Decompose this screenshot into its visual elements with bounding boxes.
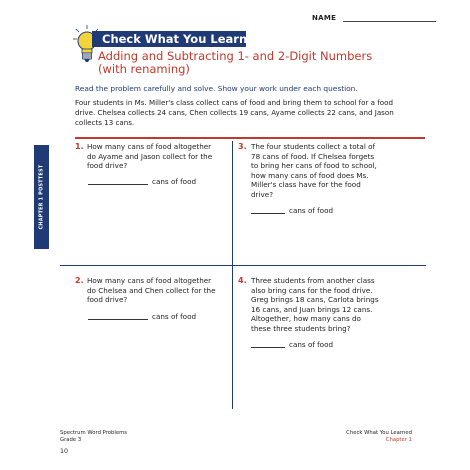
- instructions: Read the problem carefully and solve. Show your work under each question.: [75, 84, 358, 93]
- subtitle-line-1: Adding and Subtracting 1- and 2-Digit Numbers: [98, 49, 373, 63]
- question-text: How many cans of food altogether do Chelsea and Chen collect for the food drive?: [87, 276, 216, 304]
- answer-unit: cans of food: [289, 206, 334, 215]
- answer-blank[interactable]: [251, 347, 285, 348]
- answer-4: [251, 340, 333, 349]
- lesson-subtitle: [98, 50, 398, 76]
- answer-2: [88, 312, 196, 321]
- answer-1: [88, 177, 196, 186]
- question-number: 3.: [238, 142, 247, 151]
- vertical-divider: [232, 141, 233, 409]
- answer-3: [251, 206, 333, 215]
- section-rule: [75, 137, 425, 139]
- book-title: Spectrum Word Problems: [60, 430, 128, 436]
- answer-unit: cans of food: [152, 177, 197, 186]
- footer-chapter: Chapter 1: [385, 437, 412, 443]
- footer-section: Check What You Learned: [346, 430, 412, 436]
- footer-right: [314, 430, 412, 444]
- section-banner: Check What You Learned: [92, 31, 246, 47]
- footer-left: [60, 430, 127, 444]
- question-number: 4.: [238, 276, 247, 285]
- story-text: Four students in Ms. Miller's class collect cans of food and bring them to school for a food drive. Chelsea collects 24 cans, Chen collects 19 cans, Ayame collects 22 cans, and Jason collects 13 cans.: [75, 98, 394, 127]
- subtitle-line-2: (with renaming): [98, 62, 190, 76]
- side-tab-label: CHAPTER 1 POSTTEST: [39, 164, 44, 230]
- question-text: The four students collect a total of 78 cans of food. If Chelsea forgets to bring her cans of food to school, how many cans of food does Ms. Miller's class have for the food drive?: [251, 142, 377, 199]
- answer-blank[interactable]: [251, 213, 285, 214]
- grade-label: Grade 3: [60, 437, 82, 443]
- question-number: 1.: [75, 142, 84, 151]
- question-text: How many cans of food altogether do Ayame and Jason collect for the food drive?: [87, 142, 213, 170]
- answer-unit: cans of food: [289, 340, 334, 349]
- horizontal-divider: [60, 265, 426, 266]
- answer-unit: cans of food: [152, 312, 197, 321]
- page-number: 10: [60, 448, 69, 455]
- question-text: Three students from another class also bring cans for the food drive. Greg brings 18 cans, Carlota brings 16 cans, and Juan brings 12 cans. Altogether, how many cans do these three students bring?: [251, 276, 379, 333]
- chapter-side-tab: [34, 145, 49, 249]
- answer-blank[interactable]: [88, 319, 148, 320]
- name-line[interactable]: [343, 21, 436, 22]
- answer-blank[interactable]: [88, 184, 148, 185]
- question-number: 2.: [75, 276, 84, 285]
- name-label: NAME: [312, 14, 337, 22]
